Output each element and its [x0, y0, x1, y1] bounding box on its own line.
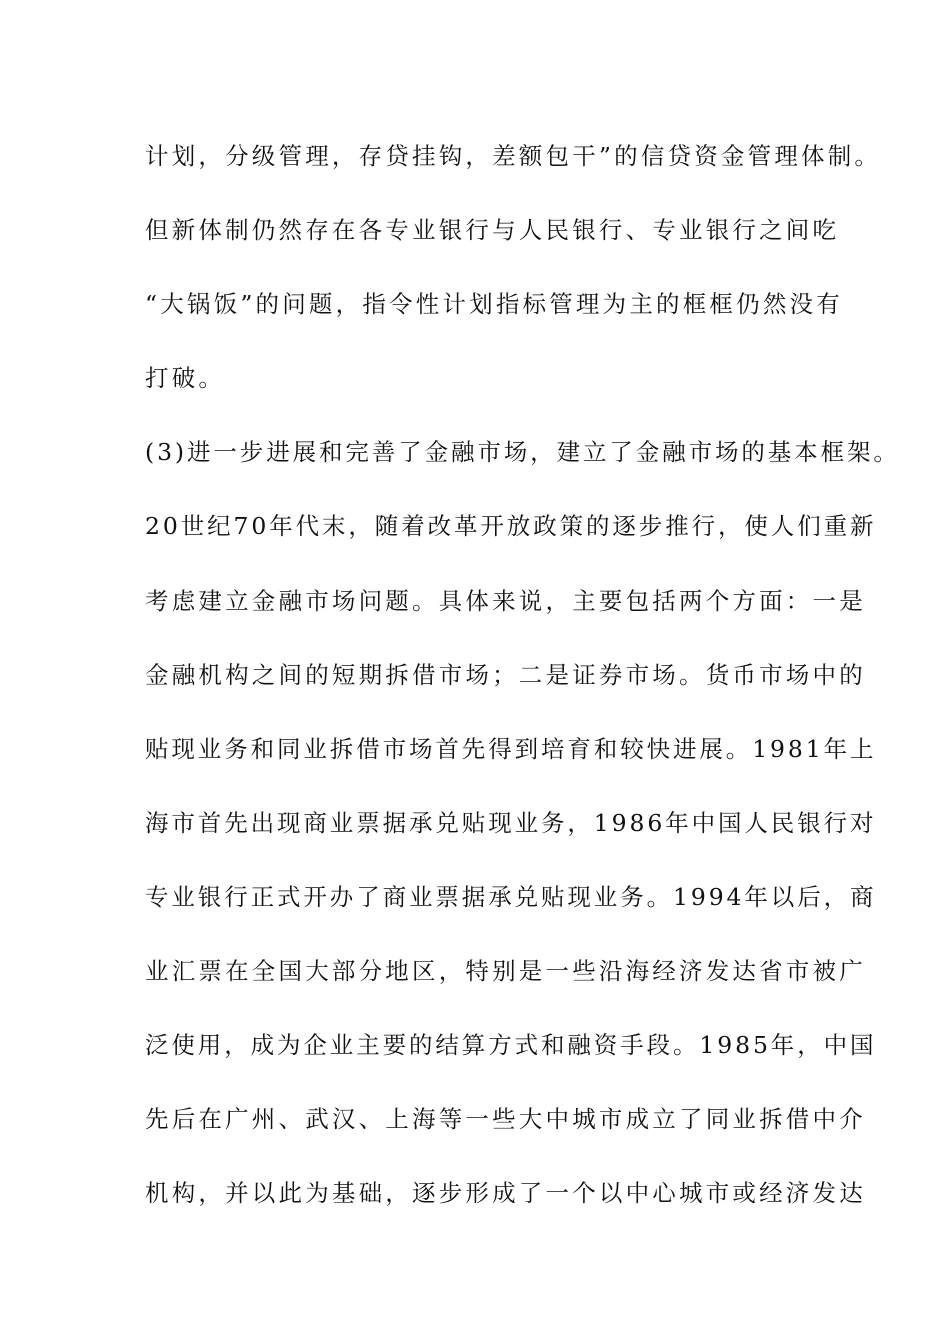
text-line: 考虑建立金融市场问题。具体来说，主要包括两个方面：一是	[145, 586, 866, 615]
text-line: 贴现业务和同业拆借市场首先得到培育和较快进展。1981年上	[145, 734, 877, 763]
text-line: 计划，分级管理，存贷挂钩，差额包干”的信贷资金管理体制。	[145, 142, 882, 170]
text-line: 专业银行正式开办了商业票据承兑贴现业务。1994年以后，商	[145, 882, 877, 911]
text-line: 先后在广州、武汉、上海等一些大中城市成立了同业拆借中介	[145, 1105, 866, 1134]
text-line: 20世纪70年代末，随着改革开放政策的逐步推行，使人们重新	[145, 512, 877, 541]
text-line: 打破。	[145, 364, 226, 393]
text-line: 机构，并以此为基础，逐步形成了一个以中心城市或经济发达	[145, 1179, 866, 1208]
body-text	[145, 128, 900, 1239]
text-line: 金融机构之间的短期拆借市场；二是证券市场。货币市场中的	[145, 660, 866, 689]
text-line: 业汇票在全国大部分地区，特别是一些沿海经济发达省市被广	[145, 957, 866, 986]
text-line: “大锅饭”的问题，指令性计划指标管理为主的框框仍然没有	[145, 290, 843, 319]
text-line: 海市首先出现商业票据承兑贴现业务，1986年中国人民银行对	[145, 808, 877, 837]
text-line: 但新体制仍然存在各专业银行与人民银行、专业银行之间吃	[145, 216, 840, 245]
text-line: 泛使用，成为企业主要的结算方式和融资手段。1985年，中国	[145, 1031, 877, 1060]
text-line: (3)进一步进展和完善了金融市场，建立了金融市场的基本框架。	[145, 438, 900, 467]
